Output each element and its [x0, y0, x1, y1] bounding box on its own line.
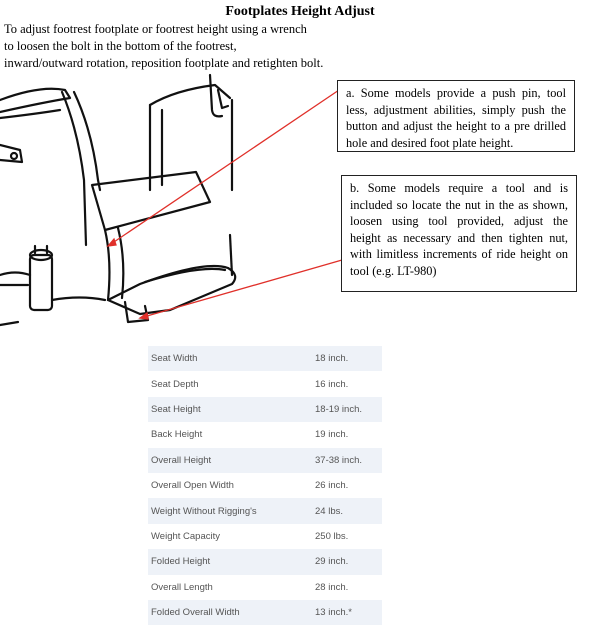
- table-row: [148, 600, 382, 625]
- table-row: [148, 524, 382, 549]
- spec-value: 26 inch.: [315, 480, 349, 492]
- table-row: [148, 473, 382, 498]
- spec-value: 250 lbs.: [315, 530, 349, 542]
- callout-push-pin: a. Some models provide a push pin, tool less, adjustment abilities, simply push the button and adjust the height to a pre drilled hole and desired foot plate height.: [337, 80, 575, 152]
- spec-value: 18 inch.: [315, 353, 349, 365]
- spec-value: 13 inch.*: [315, 607, 352, 619]
- table-row: [148, 575, 382, 600]
- spec-value: 19 inch.: [315, 429, 349, 441]
- spec-value: 18-19 inch.: [315, 403, 363, 415]
- spec-label: Weight Without Rigging's: [151, 505, 257, 517]
- spec-label: Weight Capacity: [151, 530, 220, 542]
- intro-line: to loosen the bolt in the bottom of the footrest,: [4, 39, 237, 53]
- spec-label: Overall Open Width: [151, 480, 234, 492]
- spec-label: Folded Height: [151, 556, 211, 568]
- spec-value: 24 lbs.: [315, 505, 343, 517]
- spec-value: 28 inch.: [315, 581, 349, 593]
- spec-value: 16 inch.: [315, 378, 349, 390]
- spec-label: Overall Height: [151, 454, 212, 466]
- spec-table: [148, 346, 382, 625]
- spec-value: 37-38 inch.: [315, 454, 363, 466]
- table-row: [148, 448, 382, 473]
- table-row: [148, 498, 382, 523]
- spec-label: Seat Height: [151, 403, 201, 415]
- spec-label: Overall Length: [151, 581, 213, 593]
- table-row: [148, 346, 382, 371]
- spec-label: Folded Overall Width: [151, 607, 240, 619]
- intro-line: To adjust footrest footplate or footrest height using a wrench: [4, 22, 307, 36]
- spec-label: Seat Depth: [151, 378, 199, 390]
- table-row: [148, 549, 382, 574]
- table-row: [148, 371, 382, 396]
- intro-paragraph: [4, 21, 364, 72]
- callout-tool-adjust: b. Some models require a tool and is included so locate the nut in the as shown, loosen using tool provided, adjust the height as necessary and then tighten nut, with limitless increments of ride height on tool (e.g. LT-980): [341, 175, 577, 292]
- page-title: Footplates Height Adjust: [225, 4, 375, 19]
- spec-label: Seat Width: [151, 353, 198, 365]
- spec-label: Back Height: [151, 429, 203, 441]
- table-row: [148, 397, 382, 422]
- table-row: [148, 422, 382, 447]
- intro-line: inward/outward rotation, reposition footplate and retighten bolt.: [4, 56, 324, 70]
- spec-value: 29 inch.: [315, 556, 349, 568]
